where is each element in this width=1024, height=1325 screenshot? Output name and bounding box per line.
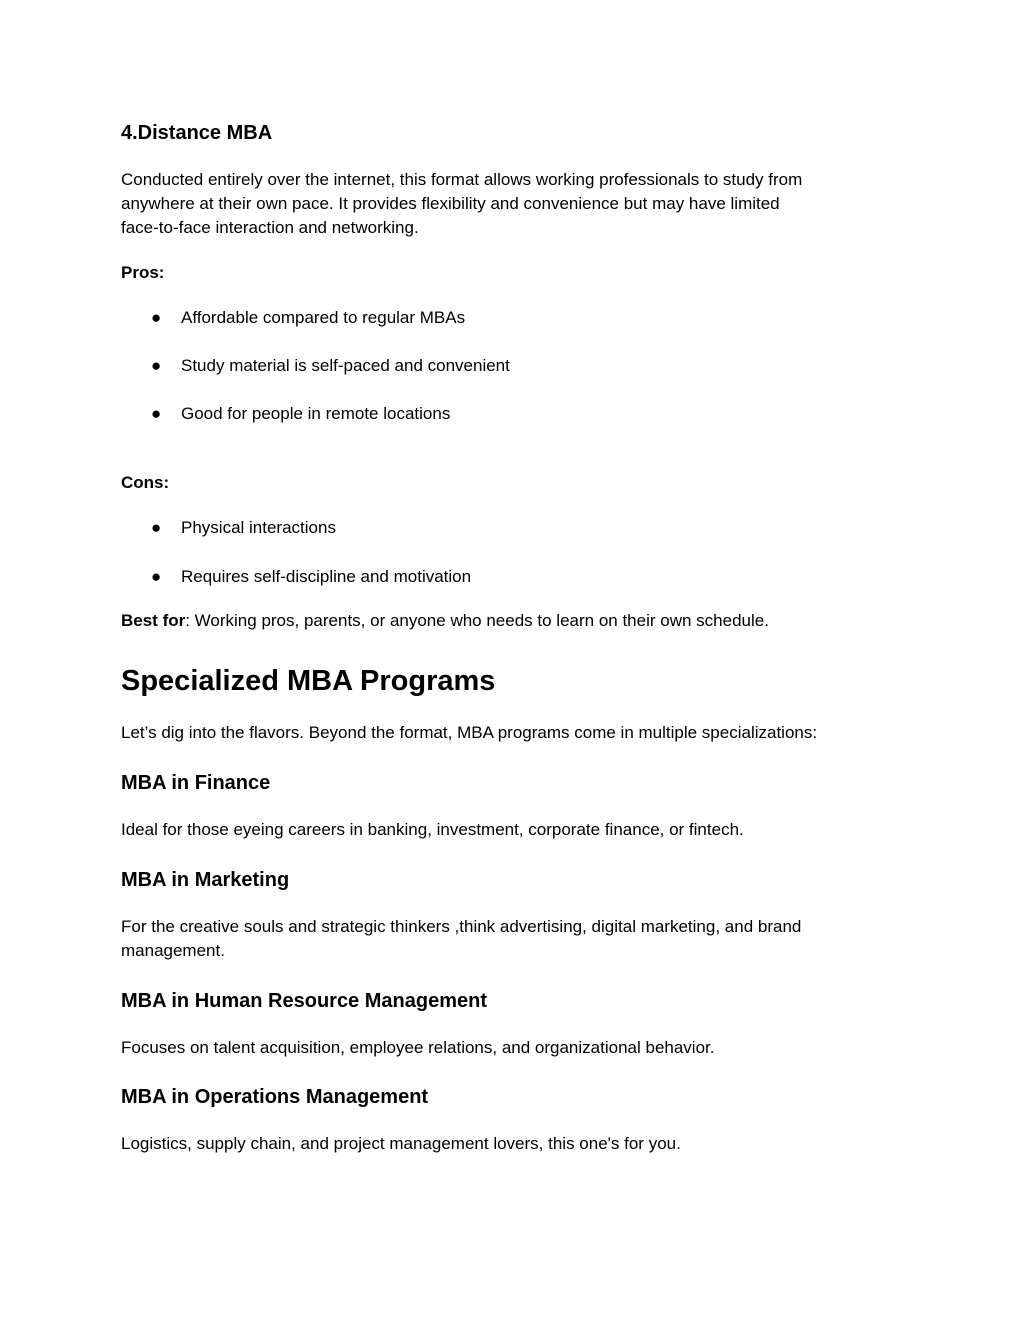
pros-item-text: Study material is self-paced and convenient xyxy=(181,356,510,375)
operations-description: Logistics, supply chain, and project management lovers, this one's for you. xyxy=(121,1134,681,1153)
bullet-icon: ● xyxy=(151,567,162,586)
bullet-icon: ● xyxy=(151,518,162,537)
bullet-icon: ● xyxy=(151,356,162,375)
distance-intro-line-1: Conducted entirely over the internet, this format allows working professionals to study from xyxy=(121,170,803,189)
section-heading-operations: MBA in Operations Management xyxy=(121,1086,429,1108)
section-heading-hr: MBA in Human Resource Management xyxy=(121,990,487,1012)
best-for-paragraph xyxy=(121,609,769,633)
finance-description: Ideal for those eyeing careers in banking, investment, corporate finance, or fintech. xyxy=(121,820,744,839)
distance-intro-line-3: face-to-face interaction and networking. xyxy=(121,218,419,237)
pros-label: Pros: xyxy=(121,263,165,282)
cons-item-text: Physical interactions xyxy=(181,518,336,537)
page-title: Specialized MBA Programs xyxy=(121,665,496,697)
section-heading-marketing: MBA in Marketing xyxy=(121,869,290,891)
bullet-icon: ● xyxy=(151,404,162,423)
bullet-icon: ● xyxy=(151,308,162,327)
cons-label: Cons: xyxy=(121,473,170,492)
pros-item-text: Affordable compared to regular MBAs xyxy=(181,308,466,327)
cons-item-text: Requires self-discipline and motivation xyxy=(181,567,472,586)
best-for-text: : Working pros, parents, or anyone who needs to learn on their own schedule. xyxy=(185,611,769,630)
best-for-label: Best for xyxy=(121,611,186,630)
marketing-description-line-2: management. xyxy=(121,941,225,960)
distance-intro-line-2: anywhere at their own pace. It provides flexibility and convenience but may have limited xyxy=(121,194,780,213)
specialized-intro: Let’s dig into the flavors. Beyond the format, MBA programs come in multiple specializations: xyxy=(121,723,818,742)
section-heading-distance-mba: 4.Distance MBA xyxy=(121,122,273,144)
hr-description: Focuses on talent acquisition, employee relations, and organizational behavior. xyxy=(121,1038,715,1057)
pros-item-text: Good for people in remote locations xyxy=(181,404,451,423)
section-heading-finance: MBA in Finance xyxy=(121,772,271,794)
marketing-description-line-1: For the creative souls and strategic thinkers ,think advertising, digital marketing, and brand xyxy=(121,917,802,936)
